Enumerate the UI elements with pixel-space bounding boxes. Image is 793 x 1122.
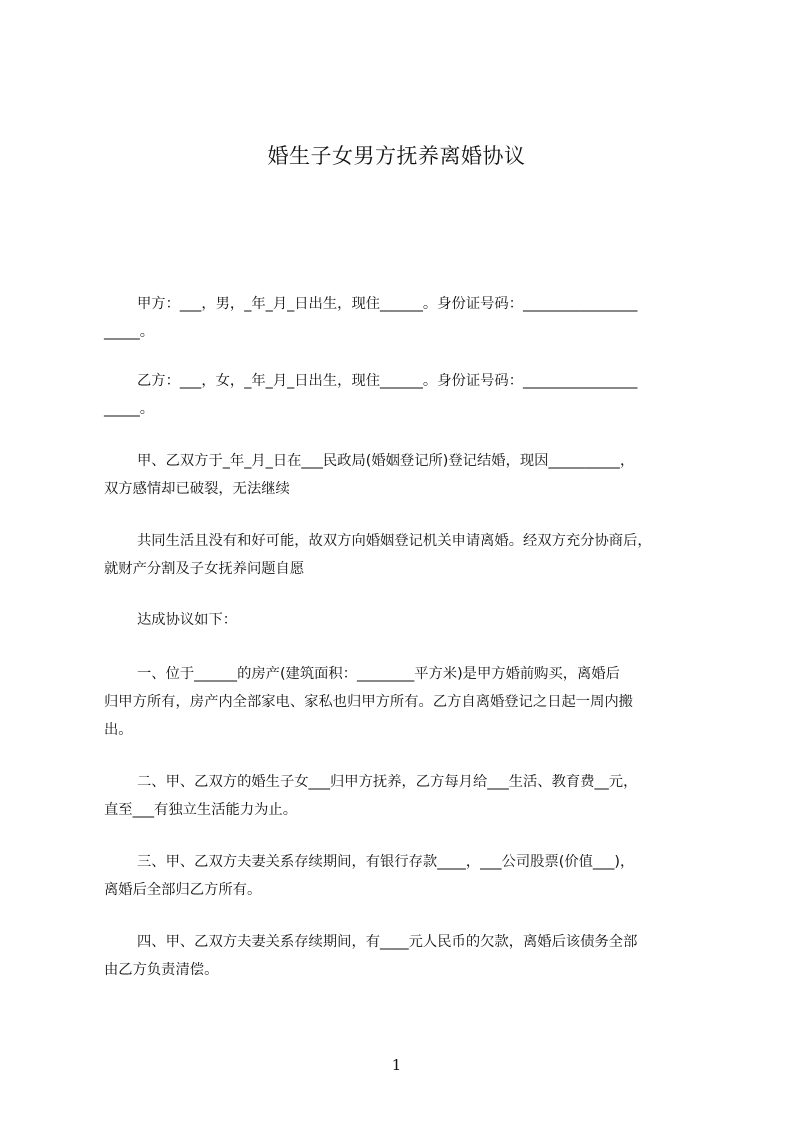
clause-3-savings <box>104 848 704 904</box>
paragraph-line: 乙方：___，女，_年_月_日出生，现住______。身份证号码：________________ <box>137 373 638 389</box>
paragraph-line: 甲、乙双方于_年_月_日在___民政局(婚姻登记所)登记结婚，现因__________， <box>137 453 635 469</box>
paragraph-line: 二、甲、乙双方的婚生子女___归甲方抚养，乙方每月给___生活、教育费__元， <box>137 774 638 790</box>
document-title: 婚生子女男方抚养离婚协议 <box>267 144 526 168</box>
paragraph-line: _____。 <box>104 401 155 417</box>
paragraph-line: 一、位于______的房产(建筑面积：________平方米)是甲方婚前购买，离婚后 <box>137 666 620 682</box>
clause-4-debts <box>104 928 704 984</box>
paragraph-line: 共同生活且没有和好可能，故双方向婚姻登记机关申请离婚。经双方充分协商后， <box>137 533 652 549</box>
paragraph-line: 就财产分割及子女抚养问题自愿 <box>104 561 305 577</box>
page-number: 1 <box>391 1056 402 1074</box>
paragraph-line: 三、甲、乙双方夫妻关系存续期间，有银行存款____，___公司股票(价值___)， <box>137 854 635 870</box>
clause-2-child-custody <box>104 768 704 824</box>
paragraph-line: 直至___有独立生活能力为止。 <box>104 802 298 818</box>
party-a-paragraph <box>104 290 704 346</box>
paragraph-line: 离婚后全部归乙方所有。 <box>104 882 262 898</box>
paragraph-line: 双方感情却已破裂，无法继续 <box>104 481 290 497</box>
paragraph-line: 四、甲、乙双方夫妻关系存续期间，有____元人民币的欠款，离婚后该债务全部 <box>137 934 638 950</box>
divorce-application-paragraph <box>104 527 704 583</box>
paragraph-line: 甲方：___，男，_年_月_日出生，现住______。身份证号码：________________ <box>137 296 638 312</box>
party-b-paragraph <box>104 367 704 423</box>
paragraph-line: 归甲方所有，房产内全部家电、家私也归甲方所有。乙方自离婚登记之日起一周内搬 <box>104 694 633 710</box>
paragraph-line: _____。 <box>104 324 155 340</box>
marriage-registration-paragraph <box>104 447 704 503</box>
clause-1-property <box>104 660 704 744</box>
paragraph-line: 由乙方负责清偿。 <box>104 962 219 978</box>
paragraph-line: 达成协议如下： <box>137 612 238 628</box>
agreement-intro-paragraph <box>104 606 704 634</box>
paragraph-line: 出。 <box>104 722 133 738</box>
